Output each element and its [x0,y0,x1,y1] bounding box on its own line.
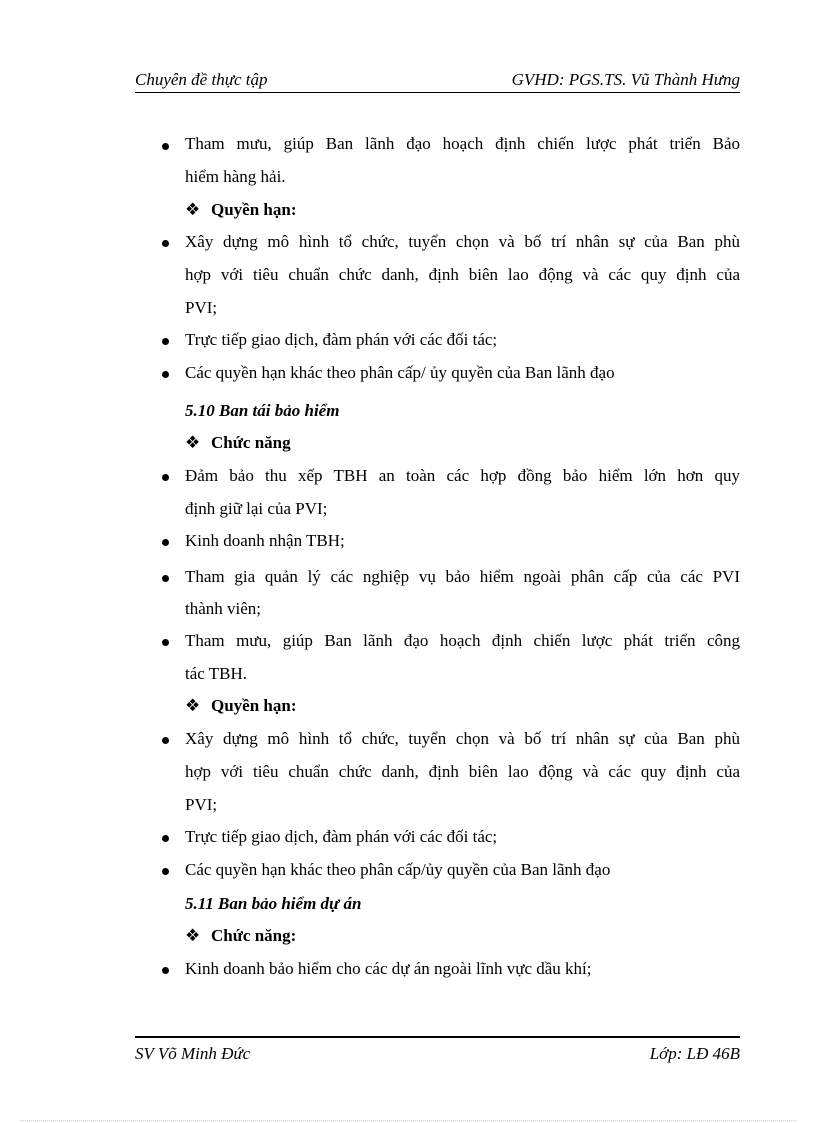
body-line: Tham mưu, giúp Ban lãnh đạo hoạch định chiến lược phát triển Bảo [185,134,740,153]
bullet-icon [162,240,169,247]
diamond-bullet-icon: ❖ [185,433,201,452]
bullet-icon [162,868,169,875]
body-line: Kinh doanh bảo hiểm cho các dự án ngoài lĩnh vực dầu khí; [185,959,592,978]
body-line: PVI; [185,795,218,814]
body-line: Đảm bảo thu xếp TBH an toàn các hợp đồng bảo hiểm lớn hơn quy [185,466,740,485]
bullet-icon [162,737,169,744]
body-line: Tham gia quản lý các nghiệp vụ bảo hiểm ngoài phân cấp của các PVI [185,567,740,586]
page-header [135,70,740,92]
diamond-bullet-icon: ❖ [185,200,201,219]
subheading: ❖ Quyền hạn: [185,696,297,715]
body-line: hợp với tiêu chuẩn chức danh, định biên lao động và các quy định của [185,762,740,781]
page-edge [20,1120,796,1121]
bullet-icon [162,539,169,546]
bullet-icon [162,143,169,150]
footer-left: SV Võ Minh Đức [135,1044,251,1063]
body-line: Xây dựng mô hình tổ chức, tuyển chọn và bố trí nhân sự của Ban phù [185,232,740,251]
bullet-icon [162,338,169,345]
bullet-icon [162,474,169,481]
body-line: Các quyền hạn khác theo phân cấp/ủy quyền của Ban lãnh đạo [185,860,611,879]
bullet-icon [162,967,169,974]
body-line: tác TBH. [185,664,248,683]
body-line: định giữ lại của PVI; [185,499,328,518]
footer-divider [135,1036,740,1038]
section-heading: 5.11 Ban bảo hiểm dự án [185,894,362,913]
footer-right: Lớp: LĐ 46B [649,1044,740,1063]
subheading: ❖ Chức năng: [185,926,297,945]
header-divider [135,92,740,93]
subheading: ❖ Quyền hạn: [185,200,297,219]
body-line: hợp với tiêu chuẩn chức danh, định biên lao động và các quy định của [185,265,740,284]
body-line: Kinh doanh nhận TBH; [185,531,345,550]
section-heading: 5.10 Ban tái bảo hiểm [185,401,340,420]
body-line: Xây dựng mô hình tổ chức, tuyển chọn và bố trí nhân sự của Ban phù [185,729,740,748]
header-left: Chuyên đề thực tập [135,70,268,89]
subheading: ❖ Chức năng [185,433,291,452]
bullet-icon [162,639,169,646]
diamond-bullet-icon: ❖ [185,696,201,715]
bullet-icon [162,575,169,582]
page-footer [135,1044,740,1066]
header-right: GVHD: PGS.TS. Vũ Thành Hưng [511,70,740,89]
body-line: Trực tiếp giao dịch, đàm phán với các đối tác; [185,827,498,846]
body-line: Các quyền hạn khác theo phân cấp/ ủy quyền của Ban lãnh đạo [185,363,615,382]
body-line: PVI; [185,298,218,317]
diamond-bullet-icon: ❖ [185,926,201,945]
bullet-icon [162,835,169,842]
body-line: Tham mưu, giúp Ban lãnh đạo hoạch định chiến lược phát triển công [185,631,740,650]
bullet-icon [162,371,169,378]
body-line: Trực tiếp giao dịch, đàm phán với các đối tác; [185,330,498,349]
body-line: thành viên; [185,599,262,618]
body-line: hiểm hàng hải. [185,167,286,186]
